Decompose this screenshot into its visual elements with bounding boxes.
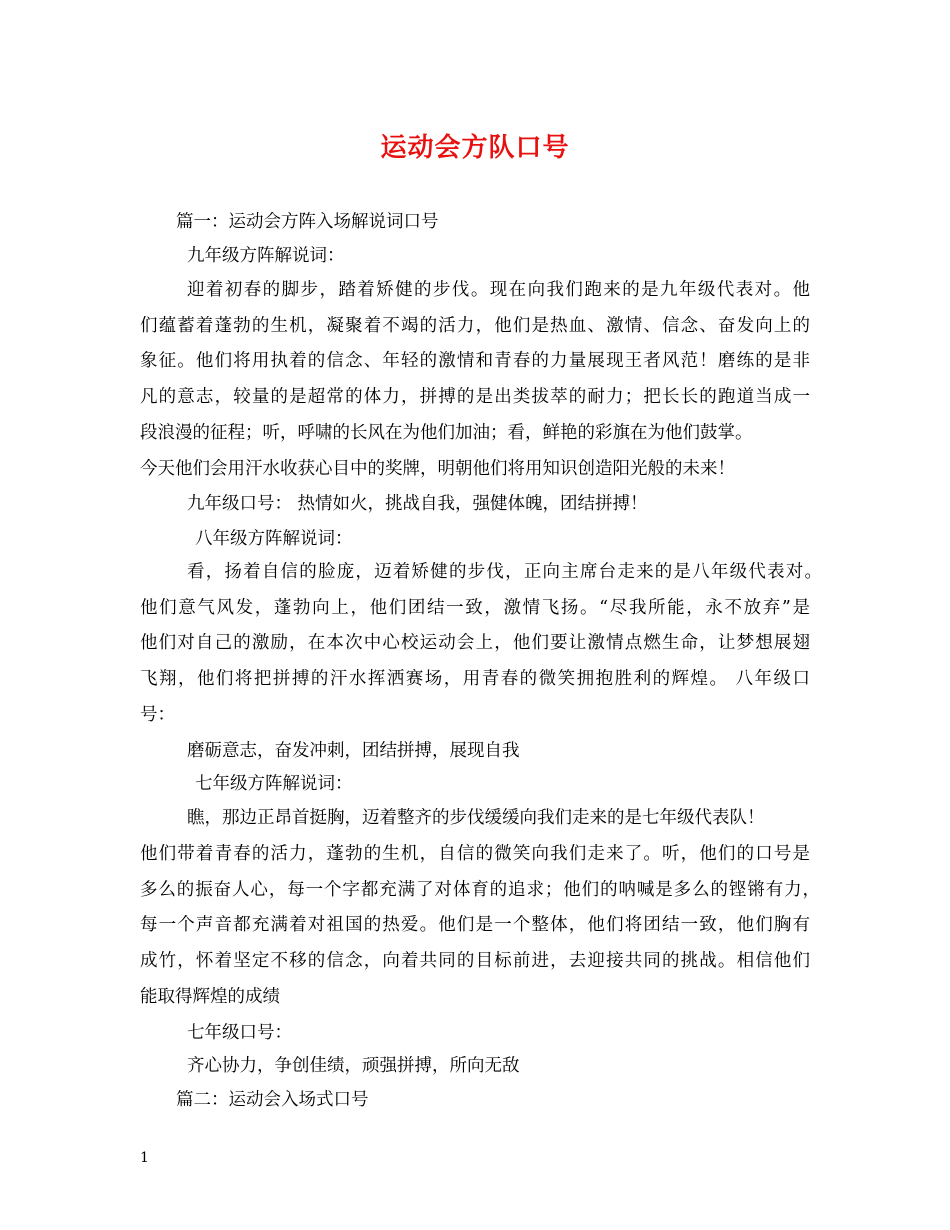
- subsection-heading: 七年级口号：: [187, 1023, 292, 1043]
- paragraph-line: 看，扬着自信的脸庞，迈着矫健的步伐，正向主席台走来的是八年级代表对。: [187, 562, 822, 582]
- paragraph-line: 今天他们会用汗水收获心目中的奖牌，明朝他们将用知识创造阳光般的未来！: [140, 459, 735, 479]
- paragraph-line: 他们对自己的激励，在本次中心校运动会上，他们要让激情点燃生命，让梦想展翅: [140, 633, 810, 653]
- slogan-line: 九年级口号： 热情如火，挑战自我，强健体魄，团结拼搏！: [187, 494, 648, 514]
- document-title: 运动会方队口号: [380, 133, 570, 163]
- paragraph-line: 凡的意志，较量的是超常的体力，拼搏的是出类拔萃的耐力；把长长的跑道当成一: [140, 387, 810, 407]
- paragraph-line: 他们意气风发，蓬勃向上，他们团结一致，激情飞扬。“尽我所能，永不放弃”是: [140, 598, 810, 618]
- paragraph-line: 他们带着青春的活力，蓬勃的生机，自信的微笑向我们走来了。听，他们的口号是: [140, 844, 810, 864]
- paragraph-line: 多么的振奋人心，每一个字都充满了对体育的追求；他们的呐喊是多么的铿锵有力，: [140, 880, 820, 900]
- paragraph-line: 段浪漫的征程；听，呼啸的长风在为他们加油；看，鲜艳的彩旗在为他们鼓掌。: [140, 423, 753, 443]
- paragraph-line: 瞧，那边正昂首挺胸，迈着整齐的步伐缓缓向我们走来的是七年级代表队！: [187, 808, 765, 828]
- paragraph-line: 能取得辉煌的成绩: [140, 987, 280, 1007]
- subsection-heading: 七年级方阵解说词：: [195, 774, 353, 794]
- paragraph-line: 每一个声音都充满着对祖国的热爱。他们是一个整体，他们将团结一致，他们胸有: [140, 915, 810, 935]
- paragraph-line: 成竹，怀着坚定不移的信念，向着共同的目标前进，去迎接共同的挑战。相信他们: [140, 951, 810, 971]
- paragraph-line: 号：: [140, 705, 175, 725]
- paragraph-line: 迎着初春的脚步，踏着矫健的步伐。现在向我们跑来的是九年级代表对。他: [187, 280, 810, 300]
- paragraph-line: 飞翔，他们将把拼搏的汗水挥洒赛场，用青春的微笑拥抱胜利的辉煌。 八年级口: [140, 669, 810, 689]
- slogan-line: 齐心协力，争创佳绩，顽强拼搏，所向无敌: [187, 1056, 520, 1076]
- page-number: 1: [140, 1150, 149, 1166]
- subsection-heading: 九年级方阵解说词：: [187, 246, 345, 266]
- paragraph-line: 们蕴蓄着蓬勃的生机，凝聚着不竭的活力，他们是热血、激情、信念、奋发向上的: [140, 316, 810, 336]
- section-heading: 篇二：运动会入场式口号: [176, 1090, 369, 1110]
- slogan-line: 磨砺意志，奋发冲刺，团结拼搏，展现自我: [187, 741, 520, 761]
- subsection-heading: 八年级方阵解说词：: [195, 529, 353, 549]
- section-heading: 篇一：运动会方阵入场解说词口号: [176, 212, 439, 232]
- paragraph-line: 象征。他们将用执着的信念、年轻的激情和青春的力量展现王者风范！磨练的是非: [140, 351, 810, 371]
